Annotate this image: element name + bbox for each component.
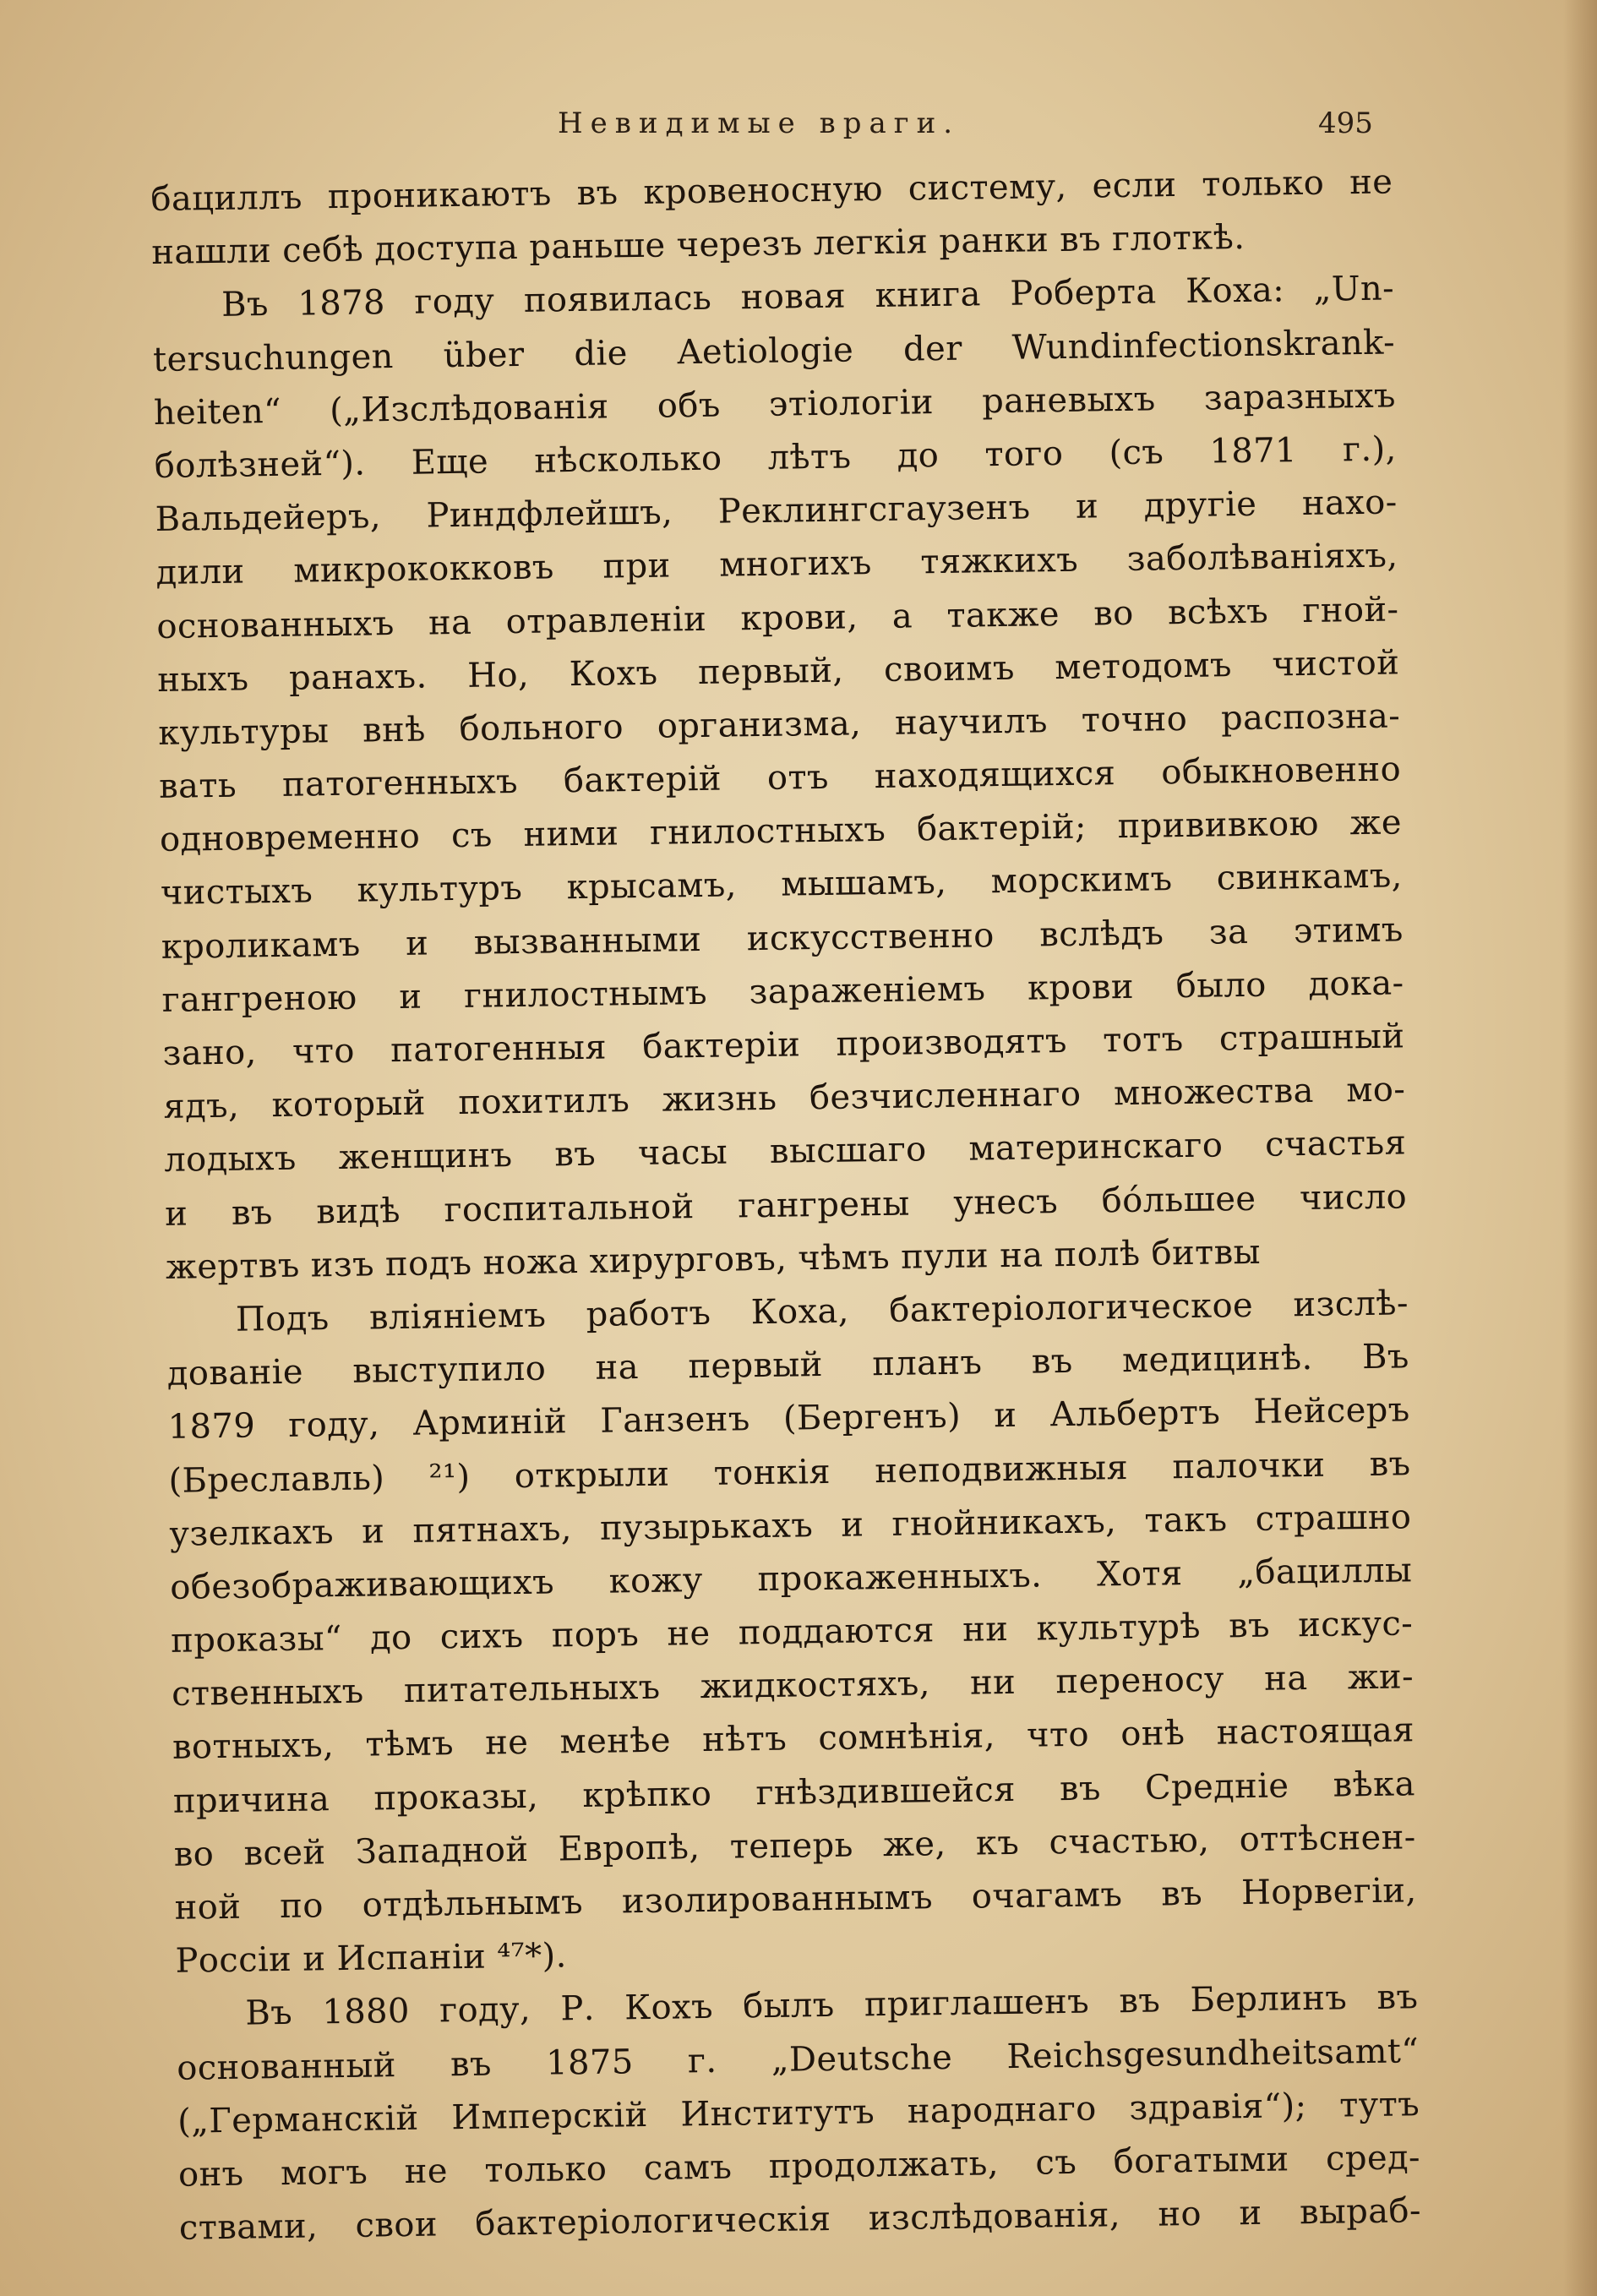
text-line: 1879 году, Арминій Ганзенъ (Бергенъ) и Альбертъ Нейсеръ [167,1390,1410,1448]
text-line: онъ могъ не только самъ продолжать, съ богатыми сред- [177,2138,1421,2195]
text-line: нашли себѣ доступа раньше черезъ легкія ранки въ глоткѣ. [150,218,1245,273]
text-line: („Германскій Имперскій Институтъ народнаго здравія“); тутъ [177,2085,1420,2141]
text-line: болѣзней“). Еще нѣсколько лѣтъ до того (съ 1871 г.), [154,429,1398,486]
text-line: tersuchungen über die Aetiologie der Wundinfectionskrank- [152,323,1396,379]
text-line: зано, что патогенныя бактеріи производятъ тотъ страшный [162,1017,1405,1073]
text-line: чистыхъ культуръ крысамъ, мышамъ, морскимъ свинкамъ, [160,856,1404,913]
text-line: ственныхъ питательныхъ жидкостяхъ, ни переносу на жи- [171,1657,1414,1715]
text-line: культуры внѣ больного организма, научилъ точно распозна- [157,696,1401,753]
text-line: heiten“ („Изслѣдованія объ этіологіи раневыхъ заразныхъ [153,376,1397,433]
text-line: одновременно съ ними гнилостныхъ бактерій; прививкою же [159,803,1403,860]
text-line: Вальдейеръ, Риндфлейшъ, Реклингсгаузенъ и другіе нахо- [155,483,1398,540]
text-line: ныхъ ранахъ. Но, Кохъ первый, своимъ методомъ чистой [157,643,1400,700]
text-line: во всей Западной Европѣ, теперь же, къ счастью, оттѣснен- [173,1818,1416,1874]
text-line: вать патогенныхъ бактерій отъ находящихся обыкновенно [158,750,1402,806]
text-line: и въ видѣ госпитальной гангрены унесъ бо́льшее число [164,1176,1408,1234]
text-line: причина проказы, крѣпко гнѣздившейся въ Средніе вѣка [172,1764,1416,1821]
text-line: Въ 1878 году появилась новая книга Роберта Коха: „Un- [221,269,1395,325]
text-line: жертвъ изъ подъ ножа хирурговъ, чѣмъ пули на полѣ битвы [165,1232,1262,1287]
text-line: бациллъ проникаютъ въ кровеносную систему, если только не [150,162,1393,219]
text-line: обезображивающихъ кожу прокаженныхъ. Хотя „бациллы [170,1551,1413,1607]
text-line: ядъ, который похитилъ жизнь безчисленнаго множества мо- [163,1070,1406,1127]
text-line: проказы“ до сихъ поръ не поддаются ни культурѣ въ искус- [170,1604,1414,1661]
paragraph [150,155,1394,280]
text-line: Россіи и Испаніи ⁴⁷*). [175,1936,567,1981]
text-line: дованіе выступило на первый планъ въ медицинѣ. Въ [166,1337,1410,1393]
text-line: (Бреславль) ²¹) открыли тонкія неподвижныя палочки въ [168,1443,1411,1501]
text-line: лодыхъ женщинъ въ часы высшаго материнскаго счастья [163,1123,1407,1181]
body-text [150,155,1421,2255]
text-line: Подъ вліяніемъ работъ Коха, бактеріологическое изслѣ- [235,1284,1409,1339]
text-line: ной по отдѣльнымъ изолированнымъ очагамъ въ Норвегіи, [174,1871,1417,1928]
page-edge-shadow [1563,0,1597,2296]
text-line: вотныхъ, тѣмъ не менѣе нѣтъ сомнѣнія, что онѣ настоящая [172,1710,1415,1768]
paragraph [166,1277,1418,1988]
text-line: ствами, свои бактеріологическія изслѣдованія, но и выраб- [178,2191,1422,2248]
text-line: основанный въ 1875 г. „Deutsche Reichsgesundheitsamt“ [176,2031,1420,2088]
running-title: Невидимые враги. [558,106,961,140]
paragraph [176,1972,1421,2255]
text-line: дили микрококковъ при многихъ тяжкихъ заболѣваніяхъ, [155,536,1398,593]
text-line: кроликамъ и вызванными искусственно вслѣдъ за этимъ [161,910,1404,967]
text-line: узелкахъ и пятнахъ, пузырькахъ и гнойникахъ, такъ страшно [169,1497,1412,1554]
text-line: Въ 1880 году, Р. Кохъ былъ приглашенъ въ Берлинъ въ [245,1977,1419,2034]
text-line: основанныхъ на отравленіи крови, а также во всѣхъ гной- [156,589,1399,646]
paragraph [152,263,1409,1295]
text-line: гангреною и гнилостнымъ зараженіемъ крови было дока- [161,963,1404,1020]
page-number: 495 [1318,106,1373,140]
